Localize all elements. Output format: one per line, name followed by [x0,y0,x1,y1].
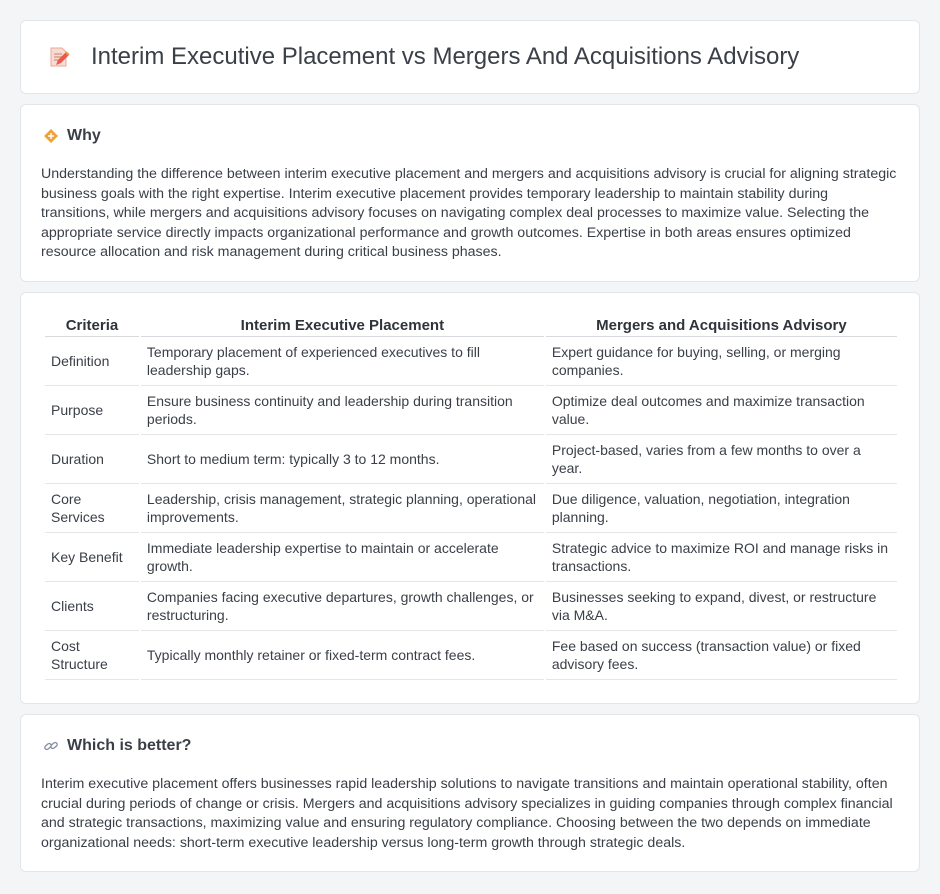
row-criteria: Key Benefit [45,533,139,582]
table-row [45,582,897,631]
table-row [45,484,897,533]
row-interim-value: Temporary placement of experienced executives to fill leadership gaps. [141,337,544,386]
table-row [45,386,897,435]
why-heading: Why [67,127,101,144]
header-criteria: Criteria [45,315,139,337]
better-heading: Which is better? [67,737,192,754]
row-interim-value: Ensure business continuity and leadership during transition periods. [141,386,544,435]
comparison-card [20,292,920,704]
better-text: Interim executive placement offers businesses rapid leadership solutions to navigate transitions and maintain operational stability, often crucial during periods of change or crisis. Mergers and acquisitions advisory specializes in guiding companies through complex financial and strategic transactions, maximizing value and ensuring regulatory compliance. Choosing between the two depends on immediate organizational needs: short-term executive leadership versus long-term growth through strategic deals. [41,776,893,851]
table-row [45,631,897,680]
why-text: Understanding the difference between interim executive placement and mergers and acquisitions advisory is crucial for aligning strategic business goals with the right expertise. Interim executive placement provides temporary leadership to maintain stability during transitions, while mergers and acquisitions advisory focuses on navigating complex deal processes to maximize value. Selecting the appropriate service directly impacts organizational performance and growth outcomes. Expertise in both areas ensures optimized resource allocation and risk management during critical business phases. [41,166,897,261]
row-ma-value: Optimize deal outcomes and maximize transaction value. [546,386,897,435]
row-ma-value: Expert guidance for buying, selling, or merging companies. [546,337,897,386]
row-criteria: Definition [45,337,139,386]
comparison-table [43,315,899,680]
table-row [45,533,897,582]
document-pencil-icon [47,45,71,69]
row-interim-value: Companies facing executive departures, growth challenges, or restructuring. [141,582,544,631]
page-title: Interim Executive Placement vs Mergers And Acquisitions Advisory [91,43,800,70]
row-ma-value: Project-based, varies from a few months to over a year. [546,435,897,484]
table-row [45,435,897,484]
row-interim-value: Leadership, crisis management, strategic planning, operational improvements. [141,484,544,533]
row-interim-value: Short to medium term: typically 3 to 12 months. [141,435,544,484]
row-criteria: Core Services [45,484,139,533]
row-criteria: Clients [45,582,139,631]
table-row [45,337,897,386]
header-ma: Mergers and Acquisitions Advisory [546,315,897,337]
row-criteria: Cost Structure [45,631,139,680]
which-is-better-section [20,714,920,872]
row-interim-value: Immediate leadership expertise to maintain or accelerate growth. [141,533,544,582]
row-ma-value: Fee based on success (transaction value) or fixed advisory fees. [546,631,897,680]
row-ma-value: Businesses seeking to expand, divest, or restructure via M&A. [546,582,897,631]
row-criteria: Purpose [45,386,139,435]
row-ma-value: Strategic advice to maximize ROI and manage risks in transactions. [546,533,897,582]
row-criteria: Duration [45,435,139,484]
row-ma-value: Due diligence, valuation, negotiation, integration planning. [546,484,897,533]
header-interim: Interim Executive Placement [141,315,544,337]
row-interim-value: Typically monthly retainer or fixed-term contract fees. [141,631,544,680]
title-card [20,20,920,94]
link-icon [43,738,59,754]
diamond-sign-icon [43,128,59,144]
why-section [20,104,920,282]
table-header-row [45,315,897,337]
